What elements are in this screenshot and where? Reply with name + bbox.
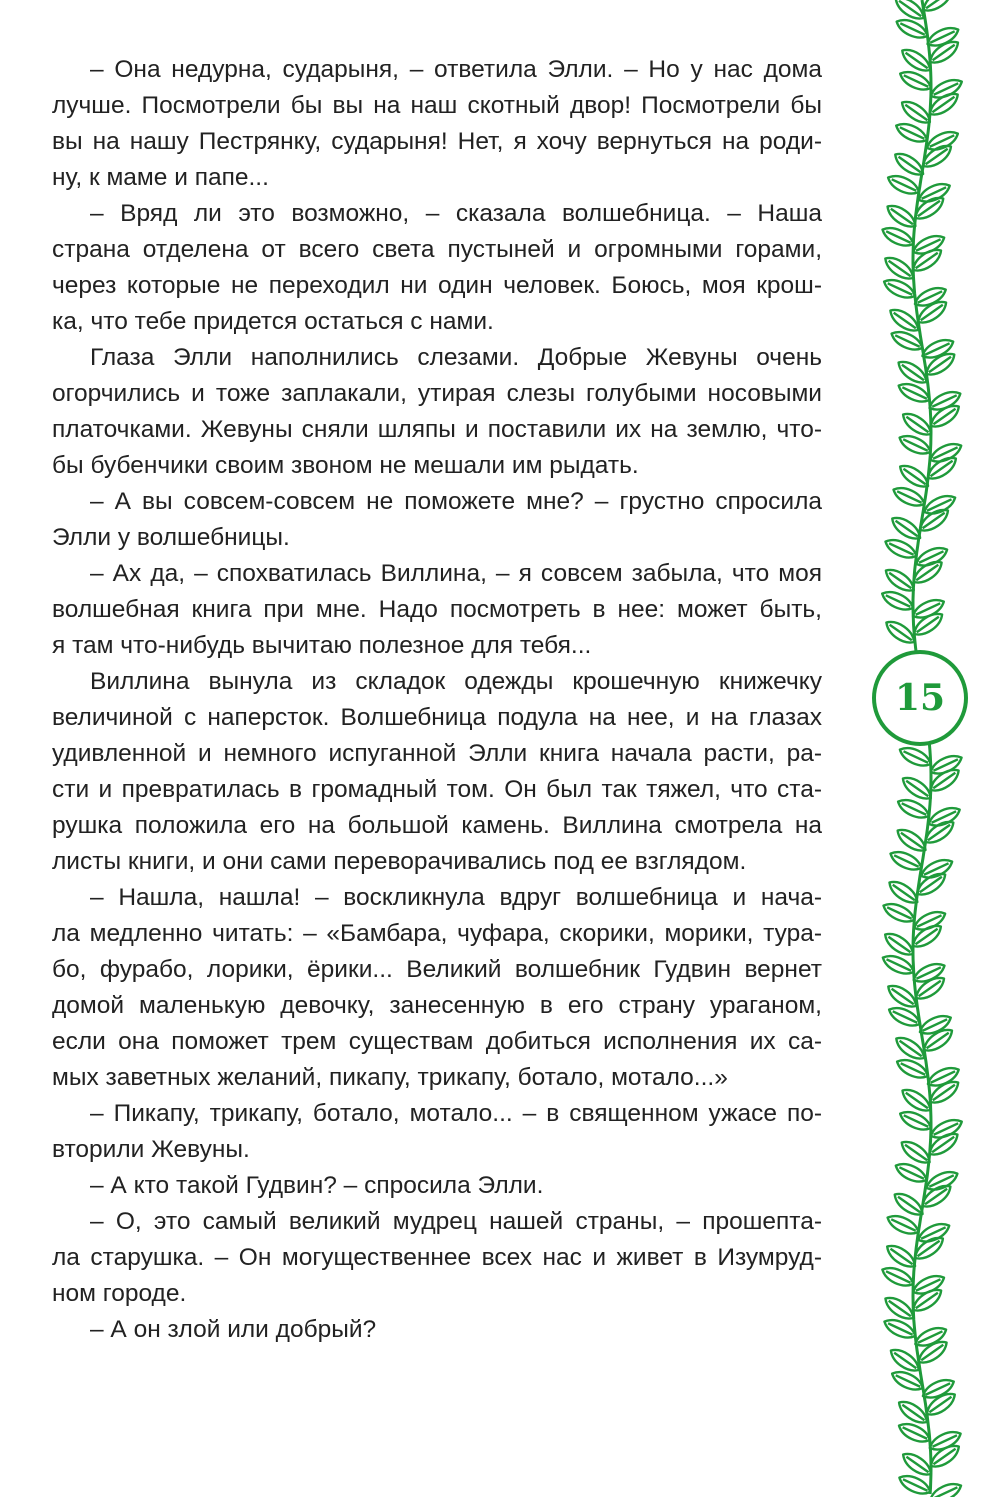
- page-number: 15: [894, 677, 946, 719]
- text-line: ну, к маме и папе...: [52, 164, 269, 191]
- text-line: удивленной и немного испуганной Элли книга начала расти, ра-: [52, 740, 822, 767]
- text-line: величиной с наперсток. Волшебница подула на нее, и на глазах: [52, 704, 822, 731]
- text-line: волшебная книга при мне. Надо посмотреть в нее: может быть,: [52, 596, 822, 623]
- text-line: огорчились и тоже заплакали, утирая слезы голубыми носовыми: [52, 380, 822, 407]
- text-line: бо, фурабо, лорики, ёрики... Великий волшебник Гудвин вернет: [52, 956, 822, 983]
- text-line: ла медленно читать: – «Бамбара, чуфара, скорики, морики, тура-: [52, 920, 822, 947]
- text-line: домой маленькую девочку, занесенную в его страну ураганом,: [52, 992, 822, 1019]
- text-line: через которые не переходил ни один человек. Боюсь, моя крош-: [52, 272, 822, 299]
- text-line: бы бубенчики своим звоном не мешали им рыдать.: [52, 452, 639, 479]
- text-line: Виллина вынула из складок одежды крошечную книжечку: [90, 668, 822, 695]
- text-line: – О, это самый великий мудрец нашей страны, – прошепта-: [90, 1208, 822, 1235]
- text-line: страна отделена от всего света пустыней и огромными горами,: [52, 236, 822, 263]
- vine-icon: [862, 0, 992, 1497]
- text-line: ном городе.: [52, 1280, 187, 1307]
- text-line: – А кто такой Гудвин? – спросила Элли.: [90, 1172, 544, 1199]
- text-line: – Нашла, нашла! – воскликнула вдруг волшебница и нача-: [90, 884, 822, 911]
- page-number-badge: [872, 650, 968, 746]
- text-line: Элли у волшебницы.: [52, 524, 290, 551]
- text-line: Глаза Элли наполнились слезами. Добрые Жевуны очень: [90, 344, 822, 371]
- page-text: [52, 52, 822, 1348]
- text-line: вы на нашу Пестрянку, сударыня! Нет, я хочу вернуться на роди-: [52, 128, 822, 155]
- text-line: мых заветных желаний, пикапу, трикапу, ботало, мотало...»: [52, 1064, 728, 1091]
- text-line: вторили Жевуны.: [52, 1136, 250, 1163]
- text-line: я там что-нибудь вычитаю полезное для тебя...: [52, 632, 592, 659]
- text-line: платочками. Жевуны сняли шляпы и поставили их на землю, что-: [52, 416, 822, 443]
- text-line: – Она недурна, сударыня, – ответила Элли. – Но у нас дома: [90, 56, 822, 83]
- text-line: ка, что тебе придется остаться с нами.: [52, 308, 494, 335]
- text-line: – Пикапу, трикапу, ботало, мотало... – в священном ужасе по-: [90, 1100, 822, 1127]
- text-line: ла старушка. – Он могущественнее всех нас и живет в Изумруд-: [52, 1244, 822, 1271]
- text-line: рушка положила его на большой камень. Виллина смотрела на: [52, 812, 822, 839]
- text-line: – А вы совсем-совсем не поможете мне? – грустно спросила: [90, 488, 822, 515]
- text-line: если она поможет трем существам добиться исполнения их са-: [52, 1028, 822, 1055]
- text-line: сти и превратилась в громадный том. Он был так тяжел, что ста-: [52, 776, 822, 803]
- text-line: лучше. Посмотрели бы вы на наш скотный двор! Посмотрели бы: [52, 92, 822, 119]
- text-line: – А он злой или добрый?: [90, 1316, 377, 1343]
- text-line: – Вряд ли это возможно, – сказала волшебница. – Наша: [90, 200, 822, 227]
- text-line: листы книги, и они сами переворачивались под ее взглядом.: [52, 848, 747, 875]
- text-line: – Ах да, – спохватилась Виллина, – я совсем забыла, что моя: [90, 560, 822, 587]
